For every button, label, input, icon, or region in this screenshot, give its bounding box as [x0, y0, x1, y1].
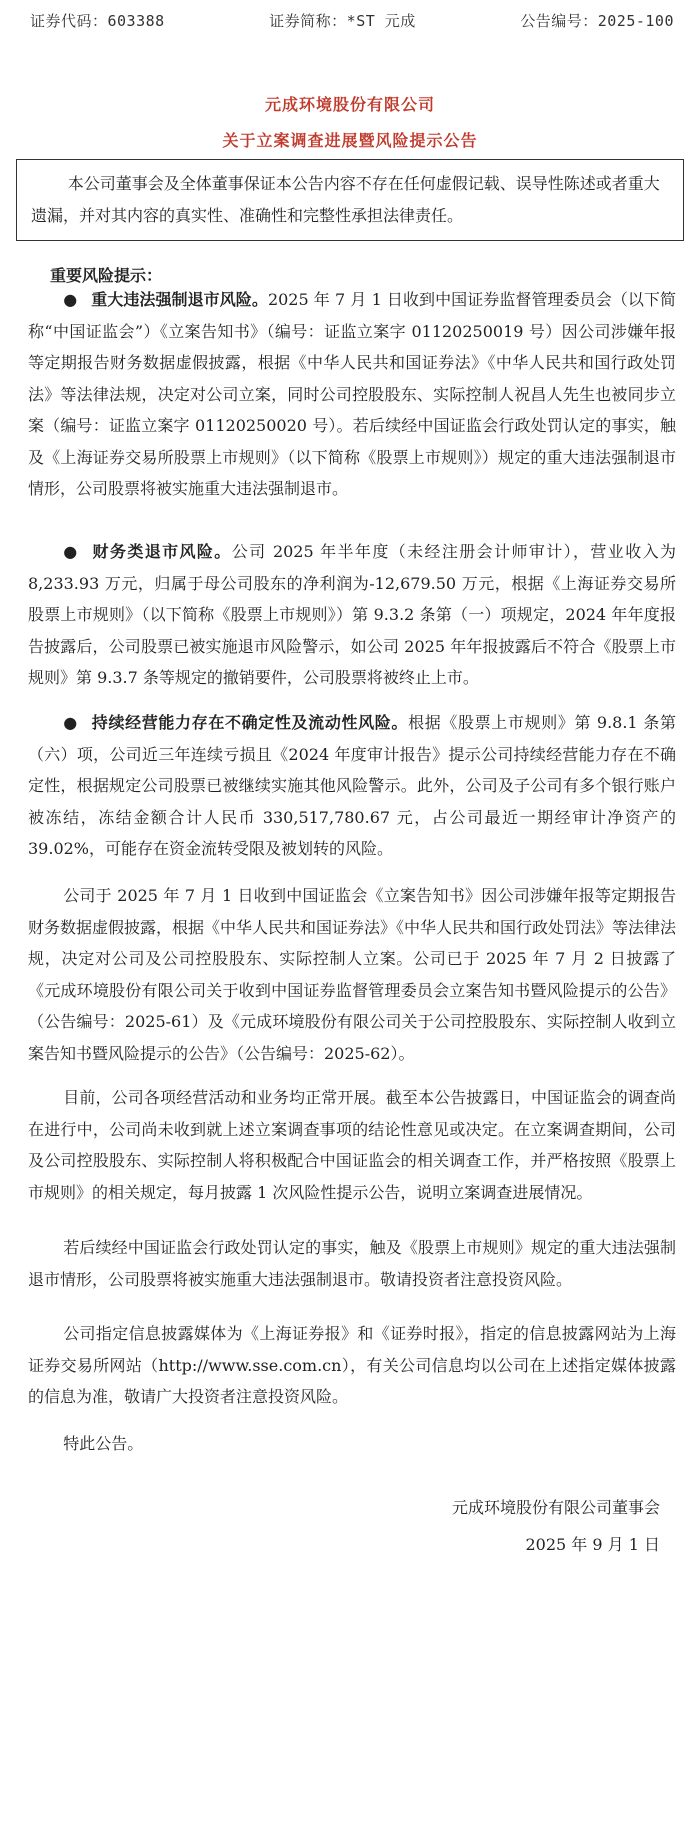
- bullet-icon: ●: [63, 542, 79, 561]
- paragraph-investigation-notice: 公司于 2025 年 7 月 1 日收到中国证监会《立案告知书》因公司涉嫌年报等定期报告财务数据虚假披露，根据《中华人民共和国证券法》《中华人民共和国行政处罚法》等法律法规，决定对公司及公司控股股东、实际控制人立案。公司已于 2025 年 7 月 2 日披露了《元成环境股份有限公司关于收到中国证券监督管理委员会立案告知书暨风险提示的公告》（公告编号：2025-61）及《元成环境股份有限公司关于公司控股股东、实际控制人收到立案告知书暨风险提示的公告》（公告编号：2025-62）。: [28, 886, 677, 1063]
- stock-code: 证券代码：603388: [30, 12, 165, 30]
- bullet-icon: ●: [63, 290, 78, 309]
- paragraph-current-status: 目前，公司各项经营活动和业务均正常开展。截至本公告披露日，中国证监会的调查尚在进行中，公司尚未收到就上述立案调查事项的结论性意见或决定。在立案调查期间，公司及公司控股股东、实际控制人将积极配合中国证监会的相关调查工作，并严格按照《股票上市规则》的相关规定，每月披露 1 次风险性提示公告，说明立案调查进展情况。: [28, 1088, 676, 1202]
- risk-item-going-concern: [28, 707, 676, 865]
- risk-lead: 持续经营能力存在不确定性及流动性风险。: [91, 713, 409, 732]
- risk-text: 2025 年 7 月 1 日收到中国证券监督管理委员会（以下简称“中国证监会”）《立案告知书》（编号：证监立案字 01120250019 号）因公司涉嫌年报等定期报告财务数据虚假披露，根据《中华人民共和国证券法》《中华人民共和国行政处罚法》等法律法规，决定对公司立案，同时公司控股股东、实际控制人祝昌人先生也被同步立案（编号：证监立案字 01120250020 号）。若后续经中国证监会行政处罚认定的事实，触及《上海证券交易所股票上市规则》（以下简称《股票上市规则》）规定的重大违法强制退市情形，公司股票将被实施重大违法强制退市。: [28, 290, 676, 498]
- risk-lead: 重大违法强制退市风险。: [91, 290, 268, 309]
- board-disclaimer-box: 本公司董事会及全体董事保证本公告内容不存在任何虚假记载、误导性陈述或者重大遗漏，并对其内容的真实性、准确性和完整性承担法律责任。: [16, 159, 684, 241]
- paragraph-delisting-warning: 若后续经中国证监会行政处罚认定的事实，触及《股票上市规则》规定的重大违法强制退市情形，公司股票将被实施重大违法强制退市。敬请投资者注意投资风险。: [28, 1238, 676, 1289]
- paragraph-closing: 特此公告。: [63, 1434, 144, 1453]
- risk-lead: 财务类退市风险。: [92, 542, 232, 561]
- risk-item-major-violation: [28, 284, 676, 505]
- stock-abbreviation: 证券简称：*ST 元成: [269, 12, 416, 30]
- bullet-icon: ●: [63, 713, 78, 732]
- risk-item-financial-delisting: [28, 536, 676, 694]
- announcement-header: [30, 10, 674, 36]
- signature-date: 2025 年 9 月 1 日: [525, 1535, 660, 1554]
- company-name-title: 元成环境股份有限公司: [264, 95, 435, 114]
- risk-text: 根据《股票上市规则》第 9.8.1 条第（六）项，公司近三年连续亏损且《2024 年度审计报告》提示公司持续经营能力存在不确定性，根据规定公司股票已被继续实施其他风险警示。此外，公司及子公司有多个银行账户被冻结，冻结金额合计人民币 330,517,780.67 元，占公司最近一期经审计净资产的 39.02%，可能存在资金流转受限及被划转的风险。: [28, 713, 676, 858]
- announcement-number: 公告编号：2025-100: [520, 12, 674, 30]
- signature-board: 元成环境股份有限公司董事会: [451, 1498, 660, 1517]
- risk-heading: 重要风险提示：: [50, 266, 163, 285]
- announcement-subject-title: 关于立案调查进展暨风险提示公告: [222, 131, 478, 150]
- paragraph-disclosure-media: 公司指定信息披露媒体为《上海证券报》和《证券时报》，指定的信息披露网站为上海证券交易所网站（http://www.sse.com.cn），有关公司信息均以公司在上述指定媒体披露的信息为准，敬请广大投资者注意投资风险。: [28, 1324, 676, 1406]
- risk-text: 公司 2025 年半年度（未经注册会计师审计），营业收入为 8,233.93 万元，归属于母公司股东的净利润为-12,679.50 万元，根据《上海证券交易所股票上市规则》（以下简称《股票上市规则》）第 9.3.2 条第（一）项规定，2024 年年度报告披露后，公司股票已被实施退市风险警示，如公司 2025 年年报披露后不符合《股票上市规则》第 9.3.7 条等规定的撤销要件，公司股票将被终止上市。: [28, 542, 676, 687]
